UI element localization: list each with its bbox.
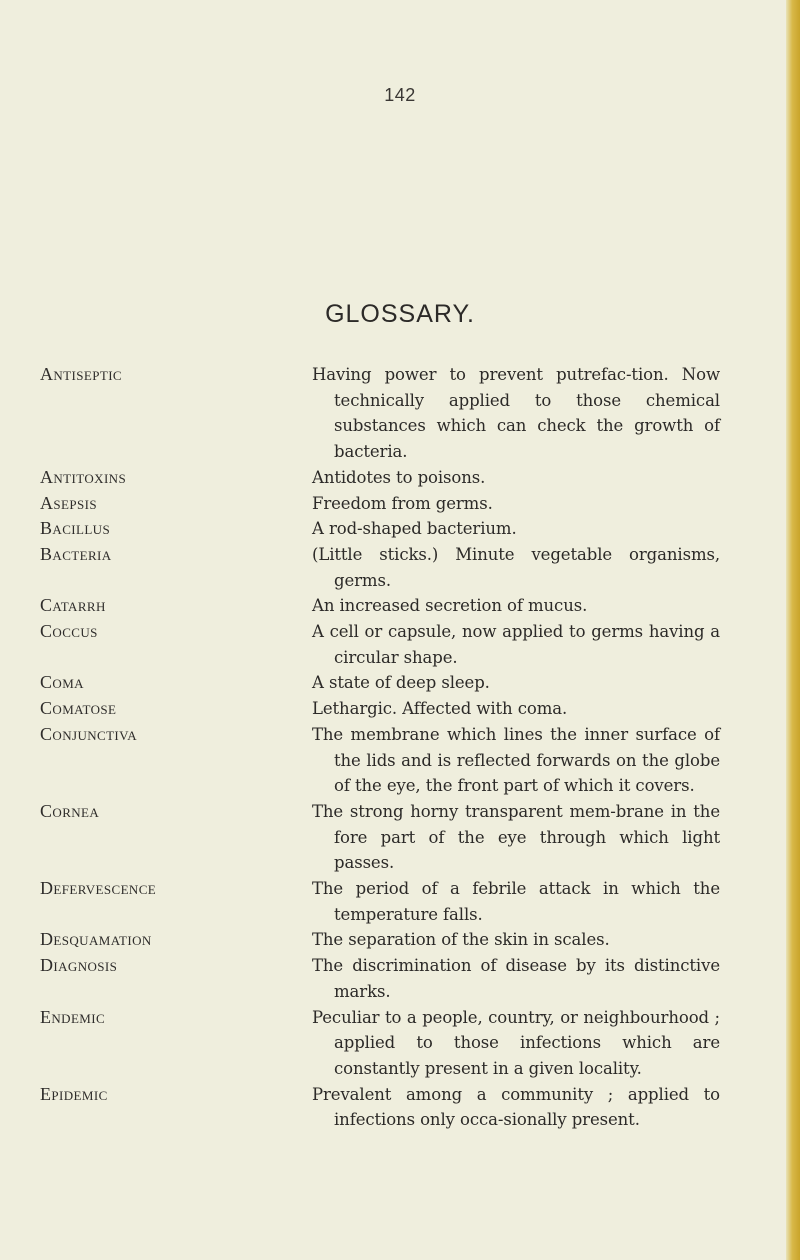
glossary-definition: Lethargic. Affected with coma. <box>312 699 568 719</box>
glossary-entry-cornea <box>40 799 720 876</box>
glossary-term: Conjunctiva <box>40 723 138 744</box>
glossary-definition: The separation of the skin in scales. <box>312 930 610 950</box>
glossary-definition: A rod-shaped bacterium. <box>312 519 517 539</box>
glossary-entry-comatose <box>40 696 720 722</box>
glossary-definition: An increased secretion of mucus. <box>312 596 588 616</box>
glossary-term: Catarrh <box>40 595 106 616</box>
page-edge <box>786 0 800 1260</box>
glossary-definition: A cell or capsule, now applied to germs having a circular shape. <box>312 622 720 667</box>
glossary-definition: Prevalent among a community ; applied to infections only occa-sionally present. <box>312 1084 720 1130</box>
glossary-term: Endemic <box>40 1006 106 1027</box>
glossary-entry-defervescence <box>40 876 720 927</box>
glossary-term: Desquamation <box>40 929 152 950</box>
glossary-entry-diagnosis <box>40 953 720 1004</box>
glossary-definition: The discrimination of disease by its distinctive marks. <box>312 956 720 1001</box>
glossary-term: Defervescence <box>40 878 157 899</box>
glossary-entry-antitoxins <box>40 465 720 491</box>
glossary-term: Cornea <box>40 800 100 821</box>
glossary-entry-endemic <box>40 1005 720 1082</box>
glossary-entry-conjunctiva <box>40 722 720 799</box>
glossary-definition: (Little sticks.) Minute vegetable organisms, germs. <box>312 544 720 590</box>
glossary-definition: Antidotes to poisons. <box>312 467 486 487</box>
glossary-term: Diagnosis <box>40 955 118 976</box>
glossary-entry-antiseptic <box>40 362 720 465</box>
glossary-entry-epidemic <box>40 1082 720 1133</box>
glossary-term: Comatose <box>40 698 117 719</box>
glossary-definition: A state of deep sleep. <box>312 673 490 693</box>
glossary-term: Coccus <box>40 621 98 642</box>
page-title: GLOSSARY. <box>325 300 475 328</box>
glossary-definition: Freedom from germs. <box>312 493 493 513</box>
glossary-term: Antiseptic <box>40 364 122 384</box>
glossary-term: Bacteria <box>40 543 112 564</box>
glossary-term: Antitoxins <box>40 466 127 487</box>
glossary-entry-desquamation <box>40 927 720 953</box>
glossary-term: Bacillus <box>40 518 111 539</box>
glossary-definition: Having power to prevent putrefac-tion. Now technically applied to those chemical substances which can check the growth of bacteria. <box>312 365 720 462</box>
glossary-entry-catarrh <box>40 593 720 619</box>
glossary-definition: The strong horny transparent mem-brane in the fore part of the eye through which light passes. <box>312 801 720 873</box>
glossary-definition: The membrane which lines the inner surface of the lids and is reflected forwards on the globe of the eye, the front part of which it covers. <box>312 724 720 796</box>
glossary-entry-bacteria <box>40 542 720 593</box>
glossary-term: Asepsis <box>40 492 97 513</box>
page-number: 142 <box>384 85 416 105</box>
glossary-term: Coma <box>40 672 84 693</box>
glossary-entry-coma <box>40 670 720 696</box>
glossary-list <box>40 362 720 1133</box>
glossary-definition: Peculiar to a people, country, or neighbourhood ; applied to those infections which are constantly present in a given locality. <box>312 1007 720 1078</box>
glossary-entry-asepsis <box>40 491 720 517</box>
glossary-definition: The period of a febrile attack in which the temperature falls. <box>312 879 720 924</box>
glossary-entry-bacillus <box>40 516 720 542</box>
glossary-entry-coccus <box>40 619 720 670</box>
glossary-term: Epidemic <box>40 1083 108 1104</box>
